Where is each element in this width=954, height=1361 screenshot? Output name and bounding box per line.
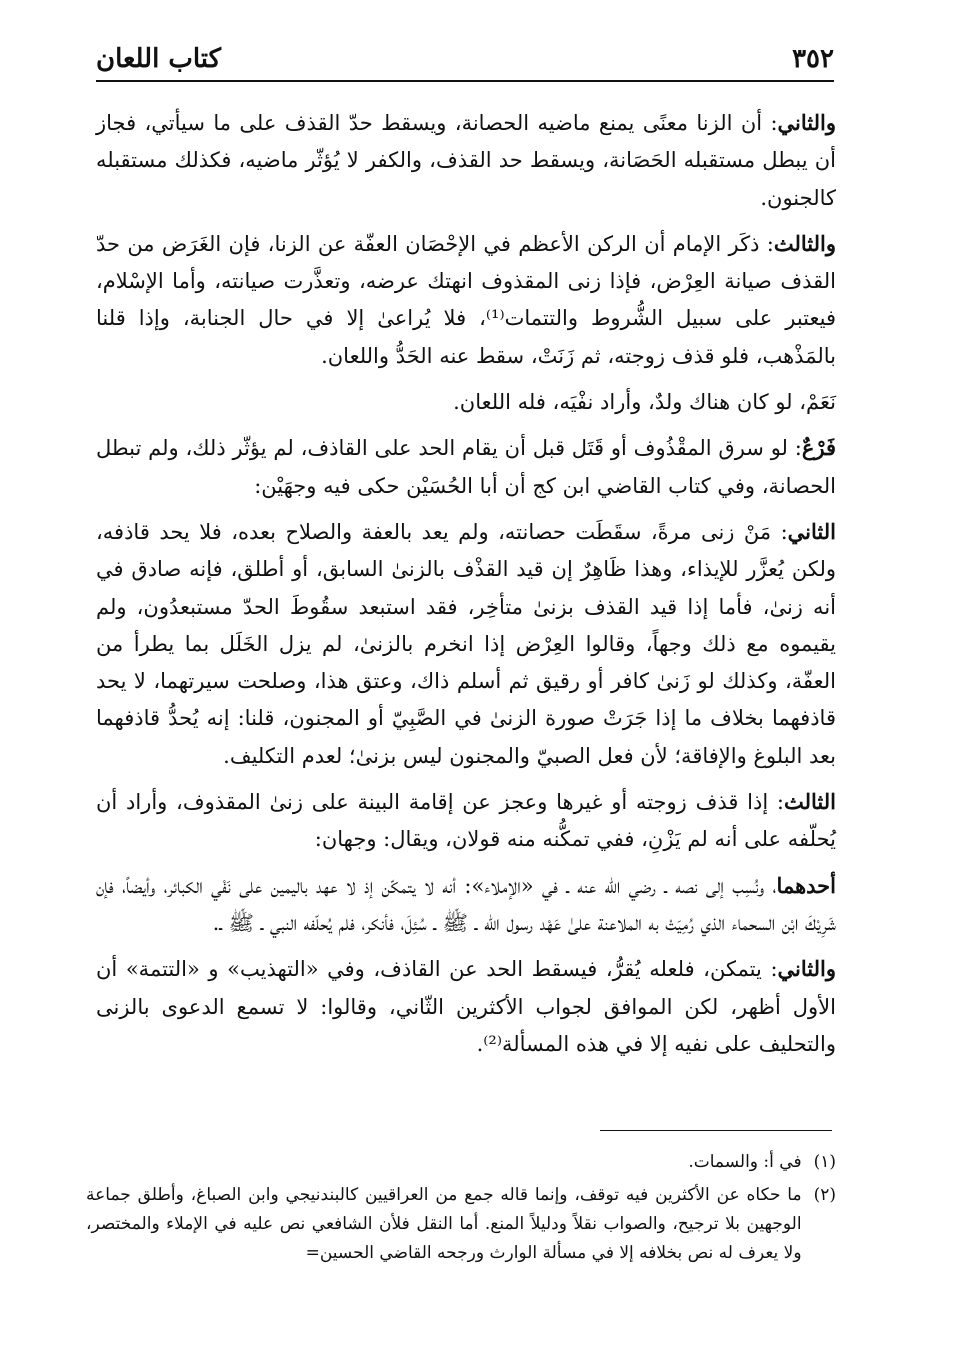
- paragraph-lead: الثاني: [787, 518, 836, 544]
- paragraph: [96, 104, 836, 217]
- footnote-text: ما حكاه عن الأكثرين فيه توقف، وإنما قاله جمع من العراقيين كالبندنيجي وابن الصباغ، وأطلق جماعة الوجهين بلا ترجيح، والصواب نقلاً ودليلاً المنع. أما النقل فلأن الشافعي نص عليه في الإملاء والمختصر، ولا يعرف له نص بخلافه إلا في مسألة الوارث ورجحه القاضي الحسين=: [86, 1185, 802, 1263]
- paragraph-text: : لو سرق المقْذُوف أو قَتَل قبل أن يقام الحد على القاذف، لم يؤثّر ذلك، ولم تبطل الحصانة، وفي كتاب القاضي ابن كج أن أبا الحُسَيْن حكى فيه وجهَيْن:: [96, 436, 836, 498]
- paragraph: [96, 383, 836, 421]
- paragraph-text: : إذا قذف زوجته أو غيرها وعجز عن إقامة البينة على زنىٰ المقذوف، وأراد أن يُحلّفه على أنه لم يَزْنِ، ففي تمكُّنه منه قولان، ويقال: وجهان:: [96, 790, 836, 852]
- footnote-text: في أ: والسمات.: [688, 1152, 802, 1172]
- paragraph: [96, 513, 836, 775]
- footnotes: [86, 1148, 836, 1272]
- paragraph-lead: فَرْعٌ: [801, 435, 836, 461]
- paragraph-lead: والثاني: [777, 956, 836, 982]
- paragraph-lead: والثاني: [777, 110, 836, 135]
- paragraph: [96, 783, 836, 859]
- main-text: [96, 104, 836, 1071]
- chapter-title: كتاب اللعان: [96, 44, 221, 74]
- paragraph-text: نَعَمْ، لو كان هناك ولدٌ، وأراد نفْيَه، فله اللعان.: [453, 390, 836, 415]
- footnote-separator: [600, 1130, 832, 1131]
- footnote: [86, 1148, 836, 1177]
- paragraph-text: : ذكَر الإمام أن الركن الأعظم في الإحْصَان العفّة عن الزنا، فإن الغَرَض من حدّ القذف صيانة العِرْض، فإذا زنى المقذوف انهتك عرضه، وتعذَّرت صيانته، وأما الإسْلام، فيعتبر على سبيل الشُّروط والتتمات⁽¹⁾، فلا يُراعىٰ إلا في حال الجنابة، وإذا قلنا بالمَذْهب، فلو قذف زوجته، ثم زَنَتْ، سقط عنه الحَدُّ واللعان.: [96, 231, 836, 368]
- paragraph-lead: أحدهما: [776, 872, 836, 898]
- paragraph: [96, 950, 836, 1063]
- page-number: ٣٥٢: [792, 44, 834, 74]
- paragraph: [96, 867, 836, 943]
- paragraph: [96, 225, 836, 375]
- paragraph-text: : مَنْ زنى مرةً، سقَطَت حصانته، ولم يعد بالعفة والصلاح بعده، فلا يحد قاذفه، ولكن يُعزَّر للإيذاء، وهذا ظَاهِرٌ إن قيد القذْف بالزنىٰ السابق، أو أطلق، فإنه صادق في أنه زنىٰ، فأما إذا قيد القذف بزنىٰ متأخِر، فقد استبعد سقُوطَ الحدّ مستبعدُون، ولم يقيموه مع ذلك وجهاً، وقالوا العِرْض إذا انخرم بالزنىٰ، لم يزل الخَلَل بما يطرأ من العفّة، وكذلك لو زَنىٰ كافر أو رقيق ثم أسلم ذاك، وعتق هذا، وصلحت سيرتهما، لا يحد قاذفهما بخلاف ما إذا جَرَتْ صورة الزنىٰ في الصَّبِيّ أو المجنون، قلنا: إنه يُحدُّ قاذفهما بعد البلوغ والإفاقة؛ لأن فعل الصبيّ والمجنون ليس بزنىٰ؛ لعدم التكليف.: [96, 519, 836, 768]
- footnote-number: (٢): [813, 1185, 836, 1205]
- paragraph-text: ، ونُسِب إلى نصه ـ رضي الله عنه ـ في «الإملاء»: أنه لا يتمكّن إذ لا عهد باليمين على نَفْي الكبائر، وأيضاً، فإن شَرِيْكَ ابْن السحماء الذي رُمِيَتْ به الملاعنة علىٰ عَهْد رسول الله ـ ﷺ ـ سُئِلَ، فأنكر، فلم يُحلّفه النبي ـ ﷺ ـ.: [96, 873, 836, 935]
- paragraph-lead: والثالث: [773, 230, 836, 256]
- paragraph-text: : أن الزنا معنًى يمنع ماضيه الحصانة، ويسقط حدّ القذف على ما سيأتي، فجاز أن يبطل مستقبله الحَصَانة، ويسقط حد القذف، والكفر لا يُؤثّر ماضيه، فكذلك مستقبله كالجنون.: [96, 111, 836, 210]
- footnote-number: (١): [813, 1152, 836, 1172]
- footnote: [86, 1181, 836, 1268]
- paragraph: [96, 429, 836, 505]
- running-header: [96, 40, 834, 82]
- paragraph-lead: الثالث: [784, 789, 836, 815]
- paragraph-text: : يتمكن، فلعله يُقرُّ، فيسقط الحد عن القاذف، وفي «التهذيب» و «التتمة» أن الأول أظهر، لكن الموافق لجواب الأكثرين الثّاني، وقالوا: لا تسمع الدعوى بالزنى والتحليف على نفيه إلا في هذه المسألة⁽²⁾.: [96, 957, 836, 1056]
